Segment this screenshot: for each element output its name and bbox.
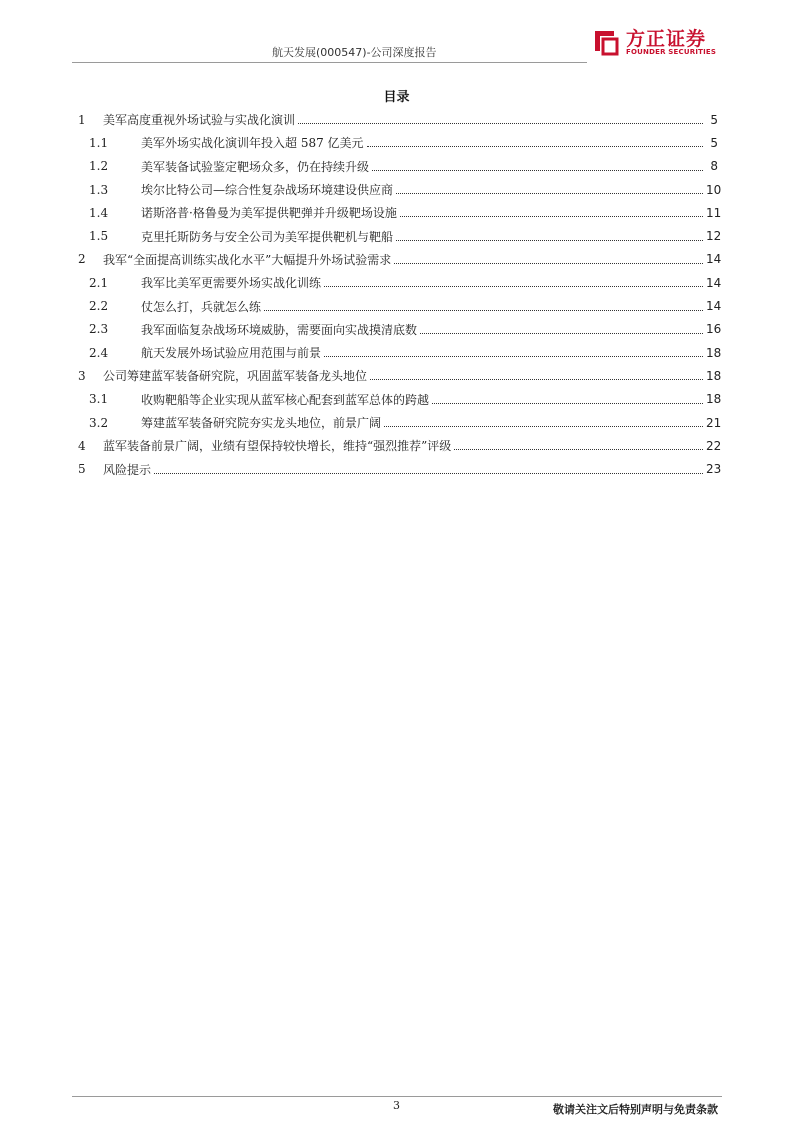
toc-entry-number: 1.5 — [89, 229, 109, 244]
toc-entry-title[interactable]: 埃尔比特公司—综合性复杂战场环境建设供应商 — [141, 183, 394, 198]
toc-entry[interactable] — [78, 434, 722, 457]
toc-entry-number: 2.1 — [89, 275, 109, 290]
toc-entry-number: 3.2 — [89, 415, 109, 430]
toc-entry-title[interactable]: 筹建蓝军装备研究院夯实龙头地位，前景广阔 — [141, 416, 382, 430]
toc-entry[interactable] — [78, 411, 722, 434]
toc-entry-title[interactable]: 诺斯洛普·格鲁曼为美军提供靶弹并升级靶场设施 — [141, 206, 397, 221]
toc-dot-leader — [370, 379, 703, 380]
toc-entry-title[interactable]: 航天发展外场试验应用范围与前景 — [141, 346, 322, 361]
toc-entry-page: 21 — [706, 415, 722, 430]
toc-entry[interactable] — [78, 178, 722, 201]
toc-entry[interactable] — [78, 341, 722, 364]
toc-entry[interactable] — [78, 318, 722, 341]
toc-entry-page: 14 — [706, 299, 722, 314]
toc-entry-number: 3 — [78, 368, 86, 383]
toc-entry-number: 2.2 — [89, 299, 109, 314]
toc-entry-title[interactable]: 美军装备试验鉴定靶场众多，仍在持续升级 — [141, 159, 370, 174]
toc-entry-number: 2.4 — [89, 345, 109, 360]
toc-entry-page: 12 — [706, 229, 722, 244]
toc-entry-title[interactable]: 仗怎么打，兵就怎么练 — [141, 299, 262, 314]
toc-entry-number: 1.2 — [89, 159, 109, 174]
toc-entry-number: 3.1 — [89, 392, 109, 407]
toc-entry-number: 2.3 — [89, 322, 109, 337]
toc-entry-page: 11 — [706, 205, 722, 220]
toc-entry[interactable] — [78, 271, 722, 294]
footer-divider — [72, 1096, 722, 1097]
page-header — [72, 22, 722, 66]
toc-entry-page: 5 — [710, 112, 718, 127]
toc-dot-leader — [454, 449, 703, 450]
toc-heading: 目录 — [383, 90, 410, 105]
toc-entry-page: 18 — [706, 368, 722, 383]
toc-dot-leader — [384, 426, 703, 427]
toc-entry-title[interactable]: 我军比美军更需要外场实战化训练 — [141, 276, 322, 291]
toc-entry-number: 5 — [78, 462, 86, 477]
toc-entry-page: 14 — [706, 275, 722, 290]
toc-entry[interactable] — [78, 388, 722, 411]
toc-entry[interactable] — [78, 248, 722, 271]
toc-dot-leader — [324, 356, 703, 357]
toc-entry-title[interactable]: 我军“全面提高训练实战化水平”大幅提升外场试验需求 — [103, 252, 392, 267]
toc-dot-leader — [420, 333, 703, 334]
toc-entry-page: 18 — [706, 392, 722, 407]
toc-dot-leader — [264, 310, 703, 311]
toc-dot-leader — [367, 146, 703, 147]
toc-entry-page: 8 — [710, 159, 718, 174]
toc-entry-number: 1.1 — [89, 135, 109, 150]
toc-entry-title[interactable]: 美军高度重视外场试验与实战化演训 — [103, 113, 296, 128]
toc-dot-leader — [372, 170, 703, 171]
company-logo — [592, 22, 730, 62]
toc-entry-title[interactable]: 美军外场实战化演训年投入超 587 亿美元 — [141, 136, 364, 151]
toc-entry-number: 2 — [78, 252, 86, 267]
toc-entry[interactable] — [78, 364, 722, 387]
toc-entry[interactable] — [78, 201, 722, 224]
toc-dot-leader — [298, 123, 703, 124]
toc-entry-number: 1.3 — [89, 182, 109, 197]
toc-entry-page: 23 — [706, 462, 722, 477]
toc-entry-title[interactable]: 克里托斯防务与安全公司为美军提供靶机与靶船 — [141, 229, 394, 244]
page-number: 3 — [393, 1099, 400, 1112]
disclaimer-note: 敬请关注文后特别声明与免责条款 — [553, 1103, 718, 1116]
toc-entry[interactable] — [78, 131, 718, 154]
toc-dot-leader — [396, 193, 703, 194]
toc-entry-page: 5 — [710, 135, 718, 150]
toc-dot-leader — [396, 240, 703, 241]
toc-dot-leader — [394, 263, 703, 264]
toc-entry-number: 1.4 — [89, 205, 109, 220]
toc-entry-title[interactable]: 风险提示 — [103, 462, 152, 477]
logo-chinese-text: 方正证券 — [626, 28, 707, 50]
toc-entry-number: 4 — [78, 438, 86, 453]
toc-entry-title[interactable]: 蓝军装备前景广阔，业绩有望保持较快增长，维持“强烈推荐”评级 — [103, 439, 452, 454]
header-divider — [72, 62, 587, 63]
toc-entry-page: 14 — [706, 252, 722, 267]
toc-entry[interactable] — [78, 155, 718, 178]
toc-entry[interactable] — [78, 108, 718, 131]
toc-entry[interactable] — [78, 294, 722, 317]
toc-entry-number: 1 — [78, 112, 86, 127]
table-of-contents — [78, 108, 722, 481]
founder-logo-icon — [592, 26, 620, 56]
toc-entry[interactable] — [78, 224, 722, 247]
toc-entry-title[interactable]: 公司筹建蓝军装备研究院，巩固蓝军装备龙头地位 — [103, 369, 368, 384]
toc-entry-title[interactable]: 收购靶船等企业实现从蓝军核心配套到蓝军总体的跨越 — [141, 392, 430, 407]
toc-entry-page: 10 — [706, 182, 722, 197]
logo-english-text: FOUNDER SECURITIES — [626, 48, 717, 56]
toc-entry-page: 22 — [706, 438, 722, 453]
toc-entry-page: 18 — [706, 345, 722, 360]
toc-dot-leader — [324, 286, 703, 287]
toc-entry-page: 16 — [706, 322, 722, 337]
report-title: 航天发展(000547)-公司深度报告 — [272, 46, 437, 59]
toc-dot-leader — [400, 216, 703, 217]
toc-entry-title[interactable]: 我军面临复杂战场环境威胁，需要面向实战摸清底数 — [141, 322, 418, 337]
toc-entry[interactable] — [78, 457, 722, 480]
toc-dot-leader — [154, 473, 703, 474]
toc-dot-leader — [432, 403, 703, 404]
